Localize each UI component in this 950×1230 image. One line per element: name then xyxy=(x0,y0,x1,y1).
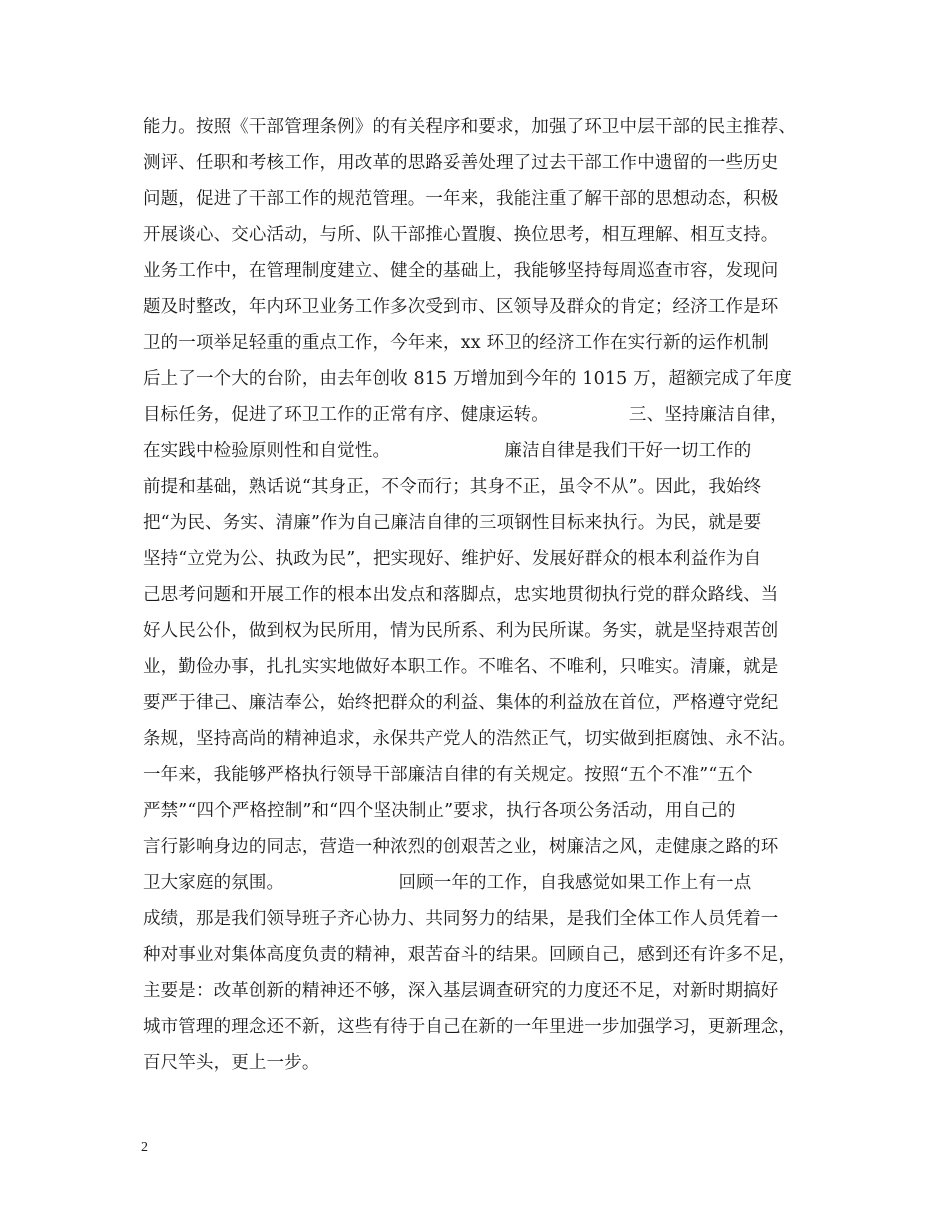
text-line: 城市管理的理念还不新，这些有待于自己在新的一年里进一步加强学习，更新理念， xyxy=(143,1017,797,1037)
text-line: 一年来，我能够严格执行领导干部廉洁自律的有关规定。按照“五个不准”“五个 xyxy=(143,765,753,785)
text-line: 题及时整改，年内环卫业务工作多次受到市、区领导及群众的肯定；经济工作是环 xyxy=(143,297,779,317)
text-line: 目标任务，促进了环卫工作的正常有序、健康运转。 三、坚持廉洁自律， xyxy=(143,405,788,425)
text-line: 主要是：改革创新的精神还不够，深入基层调查研究的力度还不足，对新时期搞好 xyxy=(143,981,779,1001)
text-line: 测评、任职和考核工作，用改革的思路妥善处理了过去干部工作中遗留的一些历史 xyxy=(143,153,779,173)
text-line: 业，勤俭办事，扎扎实实地做好本职工作。不唯名、不唯利，只唯实。清廉，就是 xyxy=(143,657,779,677)
text-line: 好人民公仆，做到权为民所用，情为民所系、利为民所谋。务实，就是坚持艰苦创 xyxy=(143,621,779,641)
text-line: 开展谈心、交心活动，与所、队干部推心置腹、换位思考，相互理解、相互支持。 xyxy=(143,225,779,245)
text-line: 严禁”“四个严格控制”和“四个坚决制止”要求，执行各项公务活动，用自己的 xyxy=(143,801,736,821)
text-line: 前提和基础，熟话说“其身正，不令而行；其身不正，虽令不从”。因此，我始终 xyxy=(143,477,762,497)
text-line: 要严于律己、廉洁奉公，始终把群众的利益、集体的利益放在首位，严格遵守党纪 xyxy=(143,693,779,713)
text-line: 把“为民、务实、清廉”作为自己廉洁自律的三项钢性目标来执行。为民，就是要 xyxy=(143,513,762,533)
text-line: 问题，促进了干部工作的规范管理。一年来，我能注重了解干部的思想动态，积极 xyxy=(143,189,779,209)
text-line: 在实践中检验原则性和自觉性。 廉洁自律是我们干好一切工作的 xyxy=(143,441,752,461)
text-line: 种对事业对集体高度负责的精神，艰苦奋斗的结果。回顾自己，感到还有许多不足， xyxy=(143,945,797,965)
text-line: 成绩，那是我们领导班子齐心协力、共同努力的结果，是我们全体工作人员凭着一 xyxy=(143,909,779,929)
text-line: 言行影响身边的同志，营造一种浓烈的创艰苦之业，树廉洁之风，走健康之路的环 xyxy=(143,837,779,857)
text-line: 百尺竿头，更上一步。 xyxy=(143,1053,320,1073)
text-line: 业务工作中，在管理制度建立、健全的基础上，我能够坚持每周巡查市容，发现问 xyxy=(143,261,779,281)
text-line: 条规，坚持高尚的精神追求，永保共产党人的浩然正气，切实做到拒腐蚀、永不沾。 xyxy=(143,729,797,749)
text-line: 卫的一项举足轻重的重点工作，今年来，xx 环卫的经济工作在实行新的运作机制 xyxy=(143,333,769,353)
text-line: 坚持“立党为公、执政为民”，把实现好、维护好、发展好群众的根本利益作为自 xyxy=(143,549,762,569)
page-number: 2 xyxy=(141,1140,148,1155)
text-line: 后上了一个大的台阶，由去年创收 815 万增加到今年的 1015 万，超额完成了年度 xyxy=(143,369,792,389)
text-line: 卫大家庭的氛围。 回顾一年的工作，自我感觉如果工作上有一点 xyxy=(143,873,752,893)
text-line: 己思考问题和开展工作的根本出发点和落脚点，忠实地贯彻执行党的群众路线、当 xyxy=(143,585,779,605)
text-line: 能力。按照《干部管理条例》的有关程序和要求，加强了环卫中层干部的民主推荐、 xyxy=(143,117,797,137)
